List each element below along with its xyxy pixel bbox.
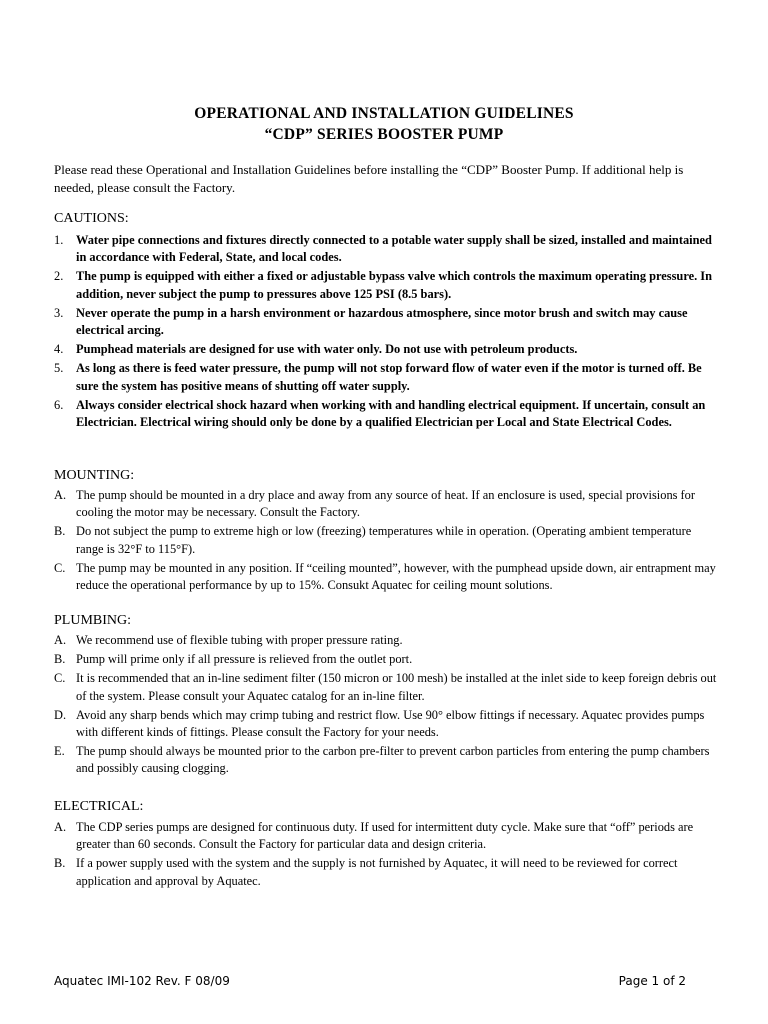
item-text: Never operate the pump in a harsh environment or hazardous atmosphere, since motor brush and switch may cause electrical arcing. [76, 305, 688, 338]
electrical-item [54, 855, 719, 889]
item-marker: B. [54, 524, 66, 539]
caution-item [54, 341, 719, 358]
item-marker: 4. [54, 342, 64, 357]
item-marker: E. [54, 744, 65, 759]
item-marker: 2. [54, 269, 64, 284]
item-text: As long as there is feed water pressure, the pump will not stop forward flow of water even if the motor is turned off. Be sure the system has positive means of shutting off water supply. [76, 361, 702, 393]
item-marker: B. [54, 856, 66, 871]
item-text: If a power supply used with the system and the supply is not furnished by Aquatec, it will need to be reviewed for correct application and approval by Aquatec. [76, 856, 678, 888]
item-marker: 5. [54, 361, 64, 376]
plumbing-list [54, 632, 719, 780]
item-text: The pump is equipped with either a fixed or adjustable bypass valve which controls the maximum operating pressure. In addition, never subject the pump to pressures above 125 PSI (8.5 bars). [76, 269, 713, 301]
caution-item [54, 232, 719, 266]
item-marker: B. [54, 652, 66, 667]
mounting-list [54, 487, 719, 596]
item-marker: A. [54, 633, 67, 647]
cautions-heading: CAUTIONS: [54, 211, 129, 226]
electrical-heading: ELECTRICAL: [54, 799, 144, 814]
electrical-item [54, 819, 719, 853]
item-marker: A. [54, 488, 67, 502]
plumbing-item [54, 743, 719, 777]
caution-item [54, 397, 719, 431]
item-text: The pump should be mounted in a dry place and away from any source of heat. If an enclosure is used, special provisions for cooling the motor may be necessary. Consult the Factory. [76, 488, 696, 520]
item-text: Pumphead materials are designed for use with water only. Do not use with petroleum products. [76, 342, 578, 357]
footer-page-number: Page 1 of 2 [618, 974, 686, 988]
item-marker: 6. [54, 397, 64, 412]
item-text: The pump should always be mounted prior to the carbon pre-filter to prevent carbon particles from entering the pump chambers and possibly causing clogging. [76, 744, 710, 776]
plumbing-item [54, 707, 719, 741]
footer-document-id: Aquatec IMI-102 Rev. F 08/09 [54, 974, 230, 988]
caution-item [54, 305, 719, 339]
item-text: Do not subject the pump to extreme high or low (freezing) temperatures while in operation. (Operating ambient temperature range is 32°F to 115°F). [76, 524, 692, 556]
intro-paragraph: Please read these Operational and Installation Guidelines before installing the “CDP” Booster Pump. If additional help is needed, please consult the Factory. [54, 162, 684, 195]
item-marker: C. [54, 671, 66, 686]
plumbing-heading: PLUMBING: [54, 613, 132, 628]
item-marker: A. [54, 820, 67, 834]
item-marker: D. [54, 707, 67, 722]
item-text: Pump will prime only if all pressure is relieved from the outlet port. [76, 652, 413, 667]
document-title: OPERATIONAL AND INSTALLATION GUIDELINES [194, 105, 574, 122]
item-text: It is recommended that an in-line sediment filter (150 micron or 100 mesh) be installed at the inlet side to keep foreign debris out of the system. Please consult your Aquatec catalog for an in-line filter. [76, 671, 717, 703]
cautions-list [54, 232, 719, 433]
item-text: We recommend use of flexible tubing with proper pressure rating. [76, 633, 403, 647]
caution-item [54, 360, 719, 394]
caution-item [54, 268, 719, 302]
plumbing-item [54, 632, 719, 649]
mounting-item [54, 487, 719, 521]
mounting-heading: MOUNTING: [54, 468, 135, 483]
mounting-item [54, 560, 719, 594]
item-text: The CDP series pumps are designed for continuous duty. If used for intermittent duty cycle. Make sure that “off” periods are greater than 60 seconds. Consult the Factory for particular data and design criteria. [76, 820, 694, 852]
item-text: Always consider electrical shock hazard when working with and handling electrical equipment. If uncertain, consult an Electrician. Electrical wiring should only be done by a qualified Electrician per Local and State Electrical Codes. [76, 397, 706, 430]
mounting-item [54, 523, 719, 557]
plumbing-item [54, 651, 719, 668]
item-text: The pump may be mounted in any position. If “ceiling mounted”, however, with the pumphead upside down, air entrapment may reduce the operational performance by up to 15%. Consukt Aquatec for ceiling mount solutions. [76, 560, 716, 593]
plumbing-item [54, 670, 719, 704]
item-marker: 1. [54, 233, 64, 247]
item-marker: 3. [54, 305, 64, 320]
item-marker: C. [54, 560, 66, 575]
item-text: Water pipe connections and fixtures directly connected to a potable water supply shall be sized, installed and maintained in accordance with Federal, State, and local codes. [76, 233, 712, 265]
document-subtitle: “CDP” SERIES BOOSTER PUMP [264, 126, 504, 143]
item-text: Avoid any sharp bends which may crimp tubing and restrict flow. Use 90° elbow fittings if necessary. Aquatec provides pumps with different kinds of fittings. Please consult the Factory for your needs. [76, 707, 705, 740]
electrical-list [54, 819, 719, 892]
